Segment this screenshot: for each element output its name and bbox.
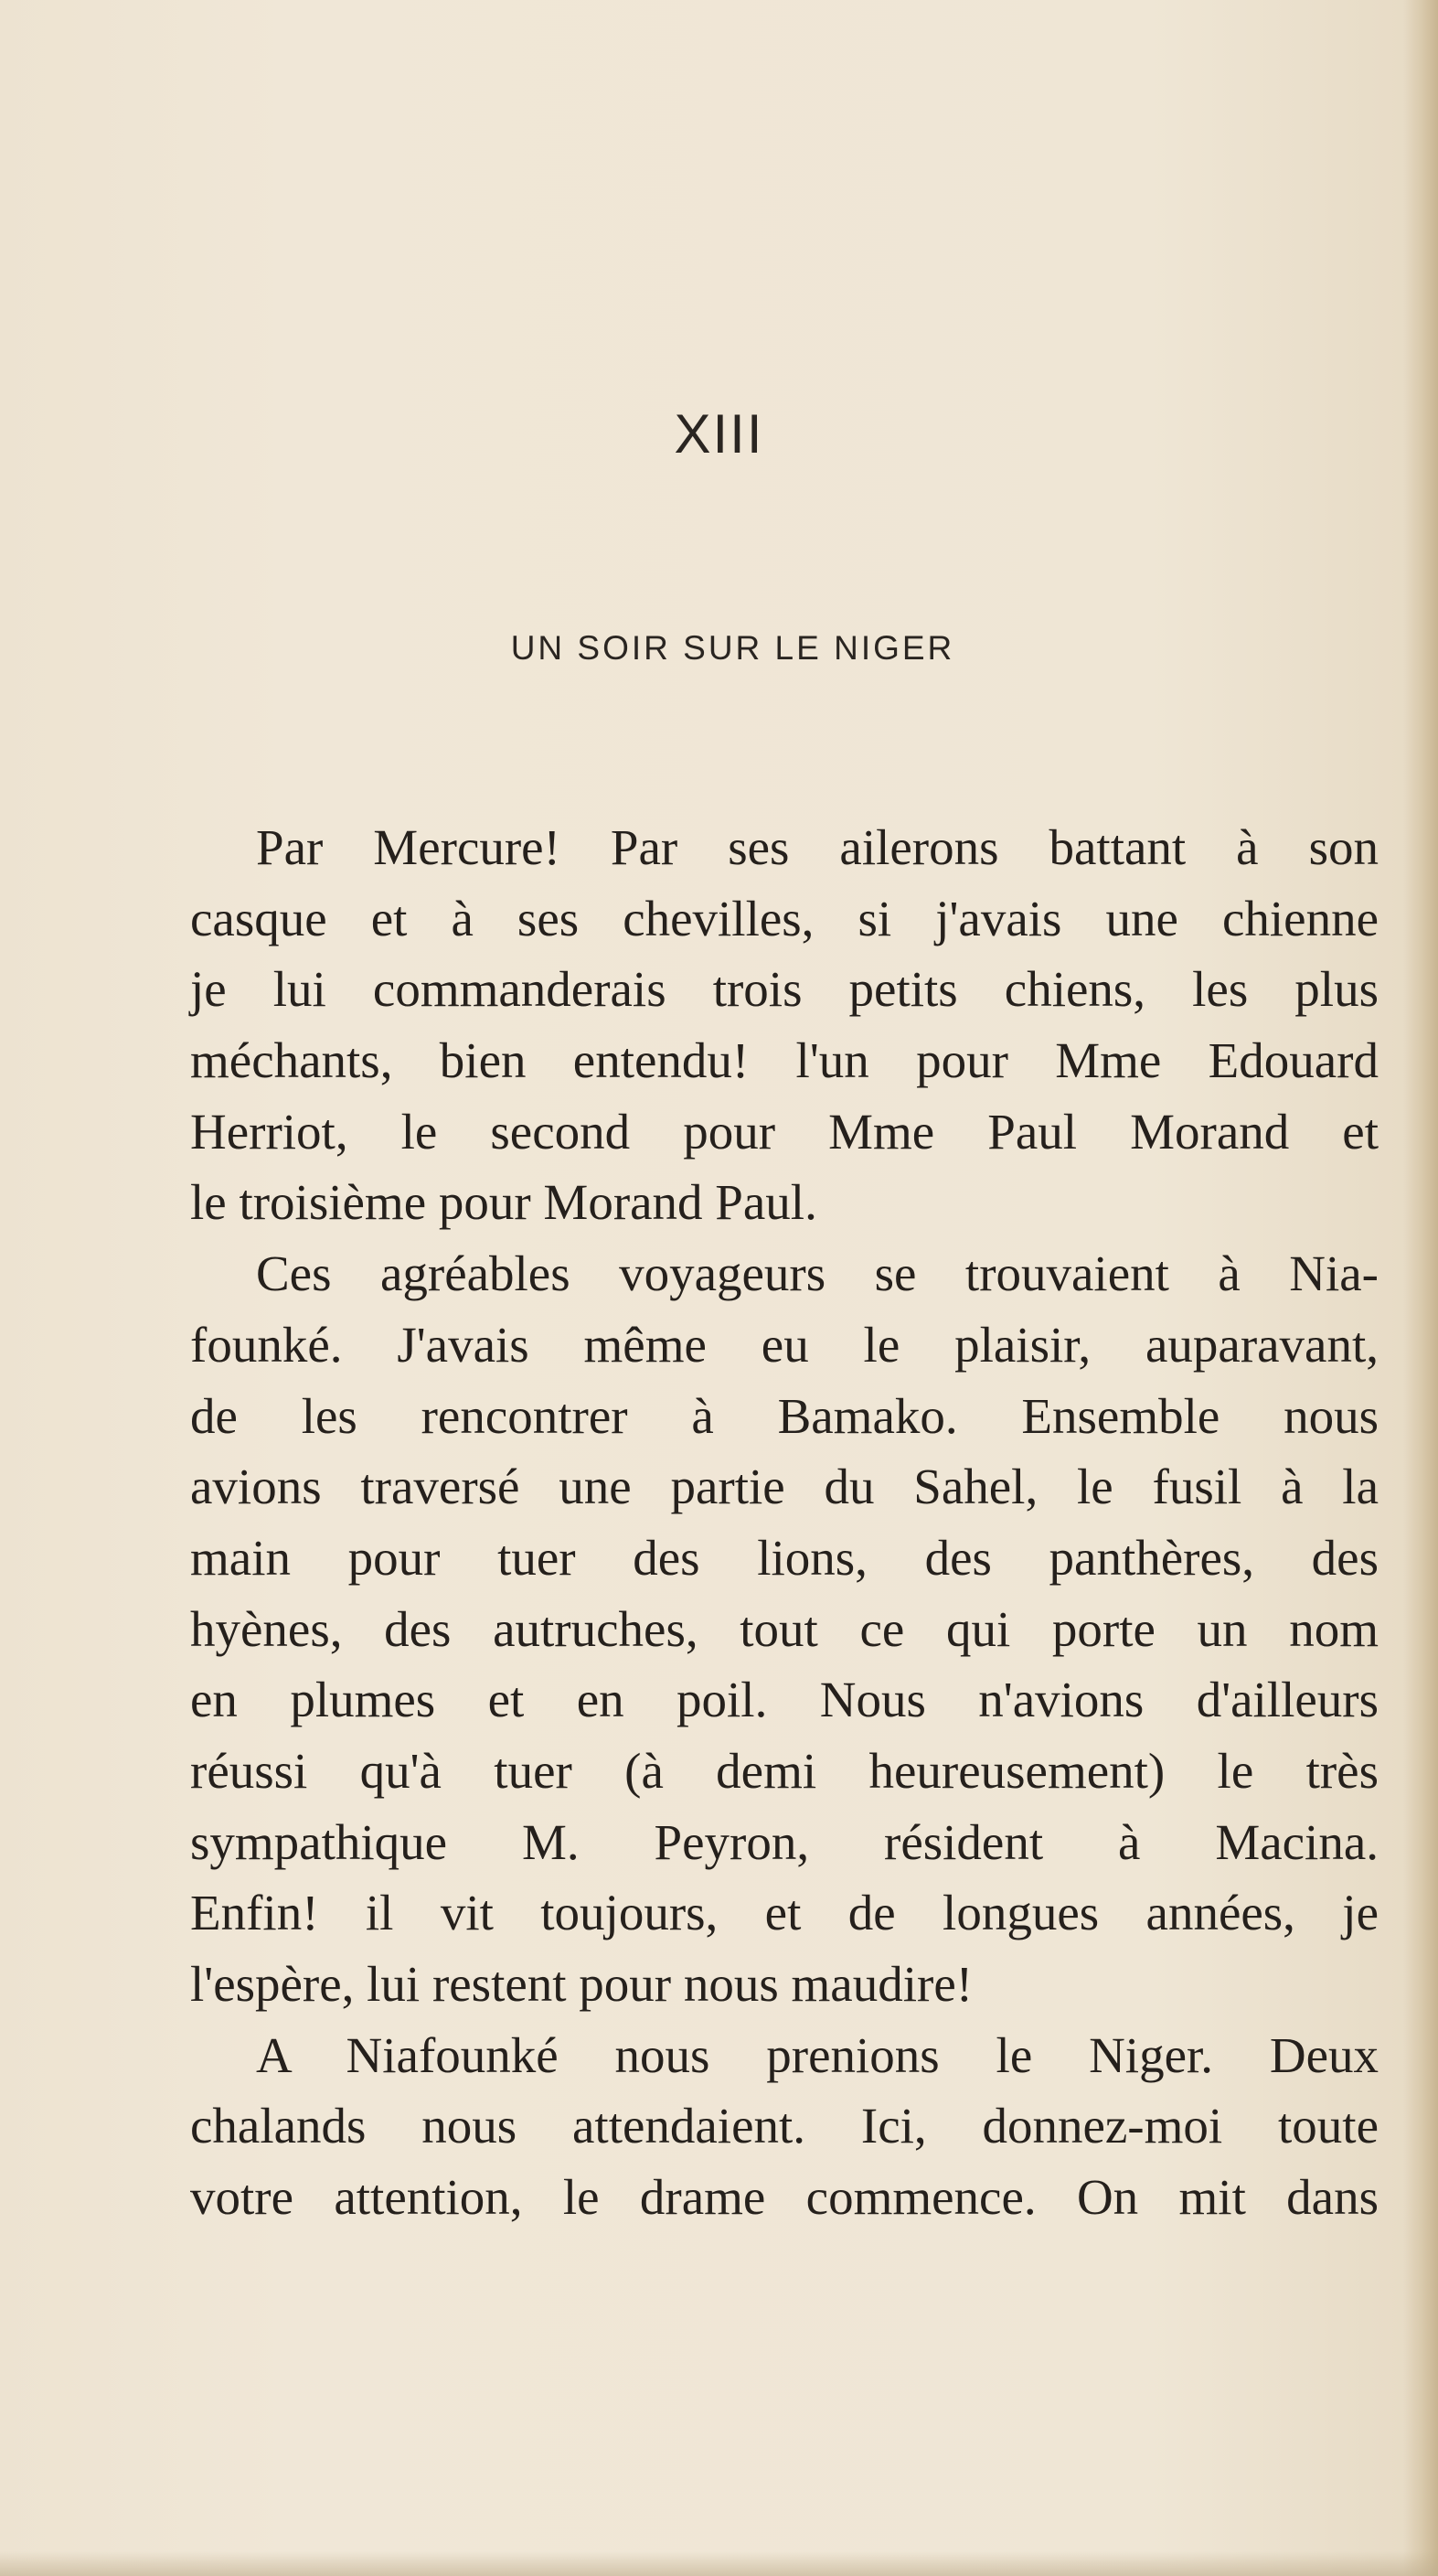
text-line: Par Mercure! Par ses ailerons battant à son	[256, 819, 1379, 875]
text-line: réussi qu'à tuer (à demi heureusement) le très	[190, 1742, 1379, 1799]
chapter-title: UN SOIR SUR LE NIGER	[510, 629, 955, 667]
text-line: chalands nous attendaient. Ici, donnez-moi toute	[190, 2098, 1379, 2154]
text-line: sympathique M. Peyron, résident à Macina.	[190, 1813, 1379, 1870]
chapter-number: XIII	[674, 403, 764, 465]
text-line: casque et à ses chevilles, si j'avais une chienne	[190, 890, 1379, 946]
page-edge-shadow	[1403, 0, 1438, 2576]
page-bottom-edge	[0, 2551, 1438, 2576]
text-line: je lui commanderais trois petits chiens, les plus	[190, 961, 1379, 1018]
text-line: votre attention, le drame commence. On mit dans	[190, 2169, 1379, 2226]
text-line: hyènes, des autruches, tout ce qui porte un nom	[190, 1600, 1379, 1657]
text-line: de les rencontrer à Bamako. Ensemble nous	[190, 1387, 1379, 1444]
text-line: méchants, bien entendu! l'un pour Mme Edouard	[190, 1032, 1379, 1089]
text-line: Enfin! il vit toujours, et de longues années, je	[190, 1885, 1379, 1941]
text-line: main pour tuer des lions, des panthères, des	[190, 1529, 1379, 1586]
text-line: founké. J'avais même eu le plaisir, auparavant,	[190, 1316, 1379, 1373]
text-line: le troisième pour Morand Paul.	[190, 1174, 817, 1231]
text-line: A Niafounké nous prenions le Niger. Deux	[256, 2026, 1379, 2083]
text-line: Ces agréables voyageurs se trouvaient à Nia-	[256, 1245, 1379, 1302]
text-line: l'espère, lui restent pour nous maudire!	[190, 1956, 974, 2012]
text-line: avions traversé une partie du Sahel, le fusil à la	[190, 1459, 1379, 1515]
text-line: en plumes et en poil. Nous n'avions d'ailleurs	[190, 1672, 1379, 1728]
text-line: Herriot, le second pour Mme Paul Morand et	[190, 1103, 1379, 1160]
body-text	[190, 812, 1379, 2233]
